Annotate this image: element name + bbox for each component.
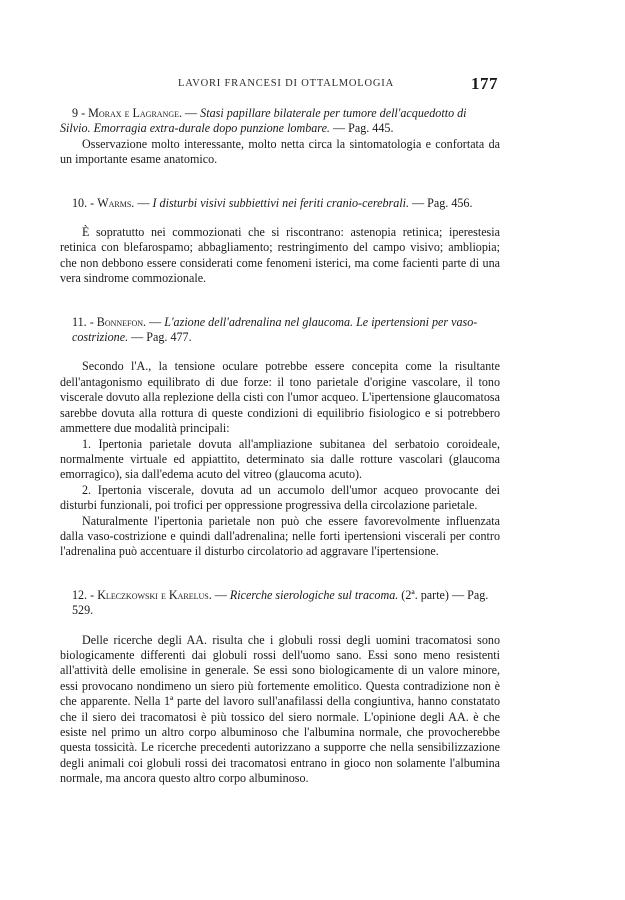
page-header: [0, 76, 625, 96]
entry-dash: —: [185, 106, 198, 120]
entry-authors: Kleczkowski e Karelus.: [97, 587, 212, 602]
entry-title: L'azione dell'adrenalina nel glaucoma. Le ipertensioni per vaso-costrizione.: [72, 314, 478, 345]
entry-dash: —: [149, 314, 162, 329]
entry-number: 9 -: [72, 106, 86, 120]
reference-heading: [60, 196, 500, 211]
entry-page-ref: — Pag. 456.: [412, 195, 473, 210]
paragraph: È sopratutto nei commozionati che si riscontrano: astenopia retinica; iperestesia retinica con blefarospamo; abbagliamento; restringimento del campo visivo; ambliopia; che non debbono essere considerati come fenomeni isterici, ma come facienti parte di una vera sindrome commozionale.: [60, 225, 500, 286]
entry-number: 10. -: [72, 195, 95, 210]
entry-authors: Warms.: [97, 195, 135, 210]
paragraph: Delle ricerche degli AA. risulta che i globuli rossi degli uomini tracomatosi sono biologicamente differenti dai globuli rossi dell'uomo sano. Essi sono meno resistenti all'attività delle emolisine in generale. Se essi sono biologicamente di un valore minore, essi provocano nondimeno un siero più fortemente emolitico. Questa contradizione non è che apparente. Nella 1ª parte del lavoro sull'anafilassi della congiuntiva, hanno constatato che il siero dei tracomatosi è più tossico del siero normale. L'opinione degli AA. è che esiste nel primo un altro corpo albuminoso che l'albumina normale, che provocherebbe questa tossicità. Le ricerche precedenti autorizzano a supporre che nella sensibilizzazione degli animali coi globuli rossi dei tracomatosi entrano in gioco non solamente l'albumina normale, ma ancora questo altro corpo albuminoso.: [60, 632, 500, 786]
reference-heading: [60, 106, 500, 137]
list-item: 1. Ipertonia parietale dovuta all'ampliazione subitanea del serbatoio coroideale, normalmente virtuale ed appiattito, determinato sia dalle rotture vascolari (glaucoma emorragico), sia dall'edema acuto del vitreo (glaucoma acuto).: [60, 436, 500, 482]
entry-number: 11. -: [72, 314, 94, 329]
entry-authors: Bonnefon.: [96, 314, 147, 329]
entry-title: Ricerche sierologiche sul tracoma.: [229, 587, 399, 602]
entry-number: 12. -: [72, 587, 95, 602]
running-title: LAVORI FRANCESI DI OTTALMOLOGIA: [178, 78, 394, 89]
reference-heading: [60, 315, 500, 346]
entry-title: Stasi papillare bilaterale per tumore dell'acquedotto di Silvio. Emorragia extra-durale dopo punzione lombare.: [60, 106, 467, 136]
entry-page-ref: — Pag. 477.: [131, 330, 192, 345]
page-number: 177: [471, 74, 498, 93]
reference-heading: [60, 588, 500, 619]
entry-authors: Morax e Lagrange.: [88, 106, 183, 120]
entry-page-ref: — Pag. 529.: [72, 587, 489, 618]
list-item: 2. Ipertonia viscerale, dovuta ad un accumolo dell'umor acqueo provocante dei disturbi funzionali, poi trofici per oppressione progressiva della circolazione parietale.: [60, 482, 500, 513]
entry-dash: —: [137, 195, 150, 210]
paragraph: Naturalmente l'ipertonia parietale non può che essere favorevolmente influenzata dalla vaso-costrizione e quindi dall'adrenalina; nelle forti ipertensioni viscerali per contro l'adrenalina può accentuare il disturbo circolatorio ad aggravare l'ipertensione.: [60, 513, 500, 559]
entry-title: I disturbi visivi subbiettivi nei feriti cranio-cerebrali.: [152, 195, 409, 210]
entry-title-suffix: (2ª. parte): [401, 587, 449, 602]
entry-dash: —: [214, 587, 227, 602]
document-body: [60, 106, 500, 787]
entry-page-ref: — Pag. 445.: [333, 121, 394, 136]
paragraph: Secondo l'A., la tensione oculare potrebbe essere concepita come la risultante dell'antagonismo equilibrato di due forze: il tono parietale d'origine vascolare, il tono viscerale dovuto alla replezione della cisti con l'umor acqueo. L'ipertensione glaucomatosa sarebbe dovuta alla rottura di queste condizioni di equilibrio fisiologico e si potrebbero ammettere due modalità principali:: [60, 359, 500, 436]
paragraph: Osservazione molto interessante, molto netta circa la sintomatologia e confortata da un importante esame anatomico.: [60, 136, 500, 167]
